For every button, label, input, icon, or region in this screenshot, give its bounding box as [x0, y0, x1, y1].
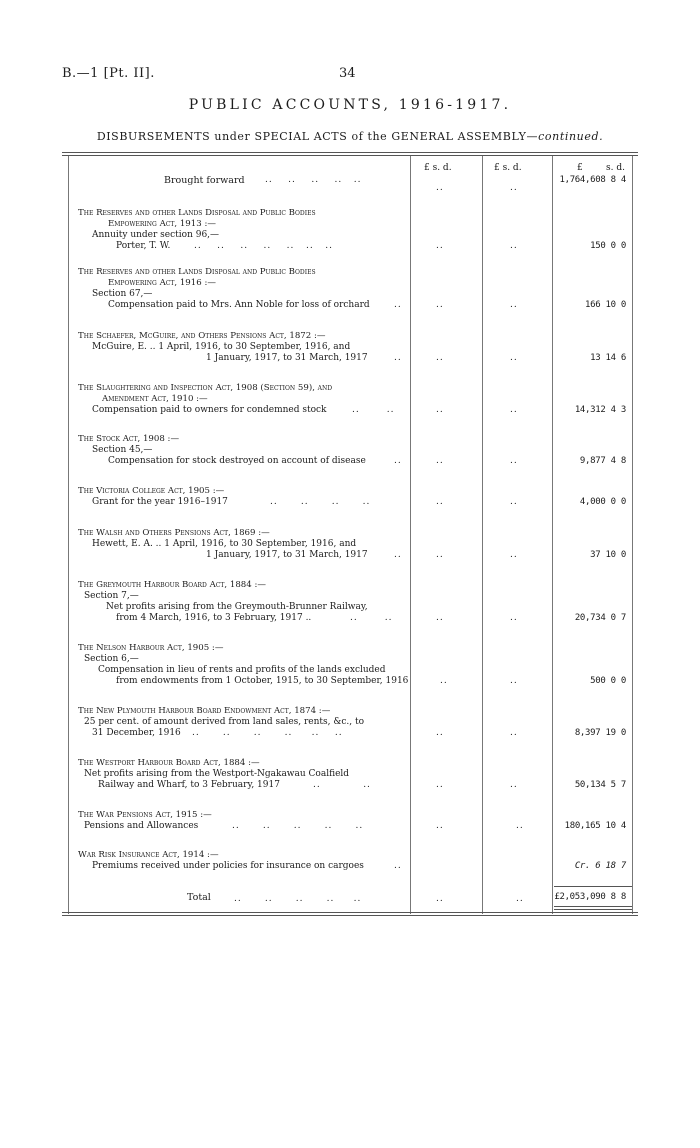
- leader-dots: ..: [394, 456, 402, 466]
- leader-dots: ..: [436, 821, 444, 831]
- table-row: [78, 267, 408, 311]
- row-detail: Hewett, E. A. .. 1 April, 1916, to 30 September, 1916, and: [92, 539, 357, 549]
- leader-dots: ..: [516, 821, 524, 831]
- column-divider-5: [632, 156, 633, 914]
- row-detail: Section 67,—: [92, 289, 153, 299]
- row-detail: Section 6,—: [84, 654, 139, 664]
- act-title: The Reserves and other Lands Disposal and Public Bodies: [78, 208, 316, 218]
- row-detail: Net profits arising from the Greymouth-Brunner Railway,: [106, 602, 368, 612]
- table-bottom-rule-2: [62, 915, 638, 916]
- leader-dots: ..: [510, 353, 518, 363]
- row-detail: Annuity under section 96,—: [92, 230, 220, 240]
- act-title: The Victoria College Act, 1905 :—: [78, 486, 225, 496]
- row-detail: Compensation paid to owners for condemned stock: [92, 405, 327, 415]
- brought-forward-amount: 1,764,608 8 4: [559, 175, 626, 185]
- leader-dots: ..: [394, 861, 402, 871]
- act-title: The War Pensions Act, 1915 :—: [78, 810, 212, 820]
- leader-dots: .. ..: [352, 405, 395, 415]
- leader-dots: .. .. .. .. .. ..: [192, 728, 343, 738]
- column-header-3-sd: s. d.: [606, 163, 625, 173]
- leader-dots: .. .. .. .. ..: [232, 821, 364, 831]
- row-detail: McGuire, E. .. 1 April, 1916, to 30 September, 1916, and: [92, 342, 351, 352]
- table-row: [78, 434, 408, 467]
- table-row: [78, 528, 408, 561]
- row-amount: 14,312 4 3: [574, 405, 626, 415]
- leader-dots: .. .. .. ..: [270, 497, 371, 507]
- column-header-3-pound: £: [577, 163, 583, 173]
- leader-dots: ..: [436, 550, 444, 560]
- leader-dots: ..: [510, 728, 518, 738]
- row-detail: from 4 March, 1916, to 3 February, 1917 ..: [116, 613, 312, 623]
- act-title: War Risk Insurance Act, 1914 :—: [78, 850, 219, 860]
- row-detail: Premiums received under policies for insurance on cargoes: [92, 861, 364, 871]
- total-double-rule: [554, 909, 632, 910]
- leader-dots: ..: [436, 241, 444, 251]
- row-detail: Section 45,—: [92, 445, 153, 455]
- act-title-cont: Amendment Act, 1910 :—: [102, 394, 208, 404]
- column-divider-3: [482, 156, 483, 914]
- leader-dots: ..: [436, 300, 444, 310]
- act-title: The Reserves and other Lands Disposal and Public Bodies: [78, 267, 316, 277]
- act-title: The Stock Act, 1908 :—: [78, 434, 180, 444]
- row-detail: Net profits arising from the Westport-Ngakawau Coalfield: [84, 769, 350, 779]
- row-detail: Compensation for stock destroyed on account of disease: [108, 456, 366, 466]
- table-row: [78, 850, 408, 872]
- act-title: The New Plymouth Harbour Board Endowment Act, 1874 :—: [78, 706, 331, 716]
- leader-dots: .. .. .. .. ..: [234, 894, 362, 904]
- total-label: Total: [187, 892, 211, 903]
- row-amount: 9,877 4 8: [579, 456, 626, 466]
- table-top-rule: [62, 152, 638, 153]
- leader-dots: ..: [510, 405, 518, 415]
- act-title-cont: Empowering Act, 1913 :—: [108, 219, 216, 229]
- act-title: The Slaughtering and Inspection Act, 1908 (Section 59), and: [78, 383, 333, 393]
- leader-dots: ..: [510, 300, 518, 310]
- leader-dots: ..: [394, 300, 402, 310]
- table-row: [78, 643, 408, 687]
- row-detail: 31 December, 1916: [92, 728, 181, 738]
- page-reference: B.—1 [Pt. II].: [62, 66, 155, 81]
- leader-dots: ..: [436, 894, 444, 904]
- row-amount: 150 0 0: [590, 241, 626, 251]
- act-title: The Nelson Harbour Act, 1905 :—: [78, 643, 224, 653]
- leader-dots: ..: [394, 550, 402, 560]
- column-divider-1: [68, 156, 69, 914]
- leader-dots: ..: [436, 183, 444, 193]
- row-detail: Compensation paid to Mrs. Ann Noble for loss of orchard: [108, 300, 370, 310]
- leader-dots: ..: [510, 183, 518, 193]
- row-amount: 50,134 5 7: [574, 780, 626, 790]
- subtitle-text: DISBURSEMENTS under SPECIAL ACTS of the GENERAL ASSEMBLY—: [96, 130, 539, 143]
- leader-dots: ..: [510, 550, 518, 560]
- leader-dots: ..: [394, 353, 402, 363]
- act-title: The Greymouth Harbour Board Act, 1884 :—: [78, 580, 266, 590]
- leader-dots: .. ..: [313, 780, 371, 790]
- leader-dots: ..: [510, 456, 518, 466]
- row-amount: 20,734 0 7: [574, 613, 626, 623]
- row-detail: 1 January, 1917, to 31 March, 1917: [206, 353, 368, 363]
- brought-forward-label: Brought forward: [164, 175, 245, 186]
- row-detail: Grant for the year 1916–1917: [92, 497, 228, 507]
- row-amount: 8,397 19 0: [574, 728, 626, 738]
- table-bottom-rule: [62, 912, 638, 913]
- leader-dots: ..: [440, 676, 448, 686]
- row-detail: Pensions and Allowances: [84, 821, 199, 831]
- leader-dots: ..: [436, 780, 444, 790]
- leader-dots: .. .. .. .. .. .. ..: [194, 241, 333, 251]
- total-amount: £2,053,090 8 8: [554, 892, 626, 902]
- subtitle-continued: continued.: [538, 130, 604, 143]
- column-divider-4: [552, 156, 553, 914]
- leader-dots: ..: [436, 353, 444, 363]
- page-title: PUBLIC ACCOUNTS, 1916-1917.: [188, 97, 512, 113]
- row-detail: 25 per cent. of amount derived from land sales, rents, &c., to: [84, 717, 365, 727]
- row-amount: Cr. 6 18 7: [574, 861, 626, 871]
- column-header-2: £ s. d.: [494, 163, 522, 173]
- row-amount: 37 10 0: [590, 550, 626, 560]
- row-detail: Porter, T. W.: [116, 241, 171, 251]
- leader-dots: ..: [436, 456, 444, 466]
- leader-dots: ..: [436, 728, 444, 738]
- leader-dots: ..: [436, 497, 444, 507]
- act-title: The Schaefer, McGuire, and Others Pensions Act, 1872 :—: [78, 331, 326, 341]
- leader-dots: ..: [516, 894, 524, 904]
- row-amount: 500 0 0: [590, 676, 626, 686]
- total-rule: [554, 886, 632, 887]
- row-amount: 4,000 0 0: [579, 497, 626, 507]
- row-amount: 180,165 10 4: [564, 821, 626, 831]
- leader-dots: .. .. .. .. ..: [265, 175, 362, 185]
- leader-dots: .. ..: [350, 613, 393, 623]
- column-header-1: £ s. d.: [424, 163, 452, 173]
- leader-dots: ..: [436, 613, 444, 623]
- row-detail: Compensation in lieu of rents and profits of the lands excluded: [98, 665, 386, 675]
- row-detail: Section 7,—: [84, 591, 139, 601]
- act-title: The Westport Harbour Board Act, 1884 :—: [78, 758, 260, 768]
- row-amount: 166 10 0: [585, 300, 626, 310]
- total-double-rule: [554, 906, 632, 907]
- act-title-cont: Empowering Act, 1916 :—: [108, 278, 216, 288]
- row-amount: 13 14 6: [590, 353, 626, 363]
- row-detail: Railway and Wharf, to 3 February, 1917: [98, 780, 280, 790]
- leader-dots: ..: [510, 613, 518, 623]
- row-detail: 1 January, 1917, to 31 March, 1917: [206, 550, 368, 560]
- table-subtitle: [0, 130, 700, 143]
- act-title: The Walsh and Others Pensions Act, 1869 :—: [78, 528, 270, 538]
- page-number: 34: [339, 66, 356, 81]
- table-row: [78, 331, 408, 364]
- leader-dots: ..: [510, 497, 518, 507]
- column-divider-2: [410, 156, 411, 914]
- leader-dots: ..: [510, 241, 518, 251]
- leader-dots: ..: [436, 405, 444, 415]
- leader-dots: ..: [510, 780, 518, 790]
- row-detail: from endowments from 1 October, 1915, to 30 September, 1916: [116, 676, 408, 686]
- leader-dots: ..: [510, 676, 518, 686]
